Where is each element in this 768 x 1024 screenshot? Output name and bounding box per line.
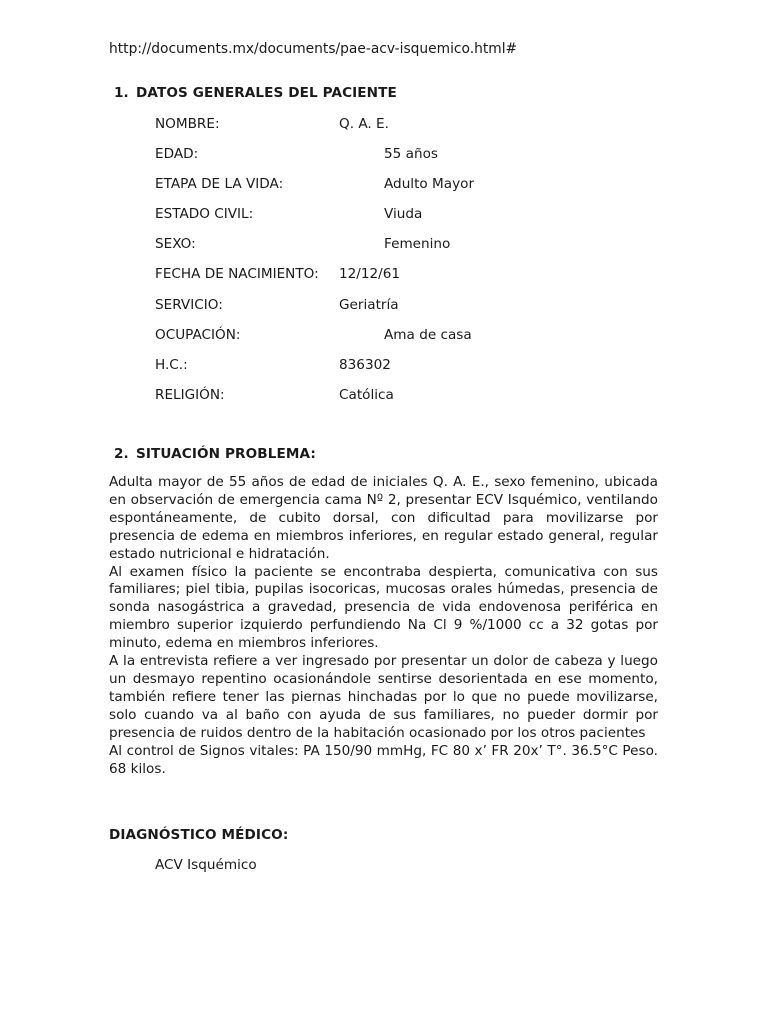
patient-field-row [155,356,655,386]
field-value: 836302 [339,356,391,373]
source-url: http://documents.mx/documents/pae-acv-isquemico.html# [109,41,518,57]
patient-field-row [155,175,655,205]
diagnosis-value: ACV Isquémico [155,857,257,873]
patient-field-row [155,235,655,265]
field-value: Viuda [384,206,423,223]
patient-field-row [155,145,655,175]
body-paragraph: A la entrevista refiere a ver ingresado por presentar un dolor de cabeza y luego un desmayo repentino ocasionándole sentirse desorientada en ese momento, también refiere tener las piernas hinchadas por lo que no puede movilizarse, solo cuando va al baño con ayuda de sus familiares, no pueder dormir por presencia de ruidos dentro de la habitación ocasionado por los otros pacientes [109,653,658,741]
patient-field-row [155,296,655,326]
field-label: SERVICIO: [155,296,223,313]
section-title: SITUACIÓN PROBLEMA: [136,446,316,462]
field-label: SEXO: [155,236,196,253]
body-paragraph: Al examen físico la paciente se encontraba despierta, comunicativa con sus familiares; piel tibia, pupilas isocoricas, mucosas orales húmedas, presencia de sonda nasogástrica a gravedad, presencia de vida endovenosa periférica en miembro superior izquierdo perfundiendo Na Cl 9 %/1000 cc a 32 gotas por minuto, edema en miembros inferiores. [109,563,658,652]
body-paragraph: Al control de Signos vitales: PA 150/90 mmHg, FC 80 x’ FR 20x’ T°. 36.5°C Peso. 68 kilos. [109,742,658,777]
situation-body-text [109,474,658,778]
field-label: OCUPACIÓN: [155,326,241,343]
patient-field-row [155,326,655,356]
section-title: DATOS GENERALES DEL PACIENTE [136,85,397,101]
field-label: NOMBRE: [155,116,220,132]
patient-field-row [155,386,655,416]
patient-field-row [155,265,655,295]
section-heading-diagnostico-medico: DIAGNÓSTICO MÉDICO: [109,827,289,843]
field-value: 55 años [384,146,438,163]
field-value: Geriatría [339,296,399,313]
field-label: ETAPA DE LA VIDA: [155,176,284,193]
section-heading-datos-generales [114,85,397,101]
field-value: Católica [339,386,394,403]
patient-field-row [155,205,655,235]
patient-fields-list [155,115,655,416]
section-number: 1. [114,85,129,101]
field-label: FECHA DE NACIMIENTO: [155,266,319,283]
field-label: ESTADO CIVIL: [155,206,254,223]
field-label: EDAD: [155,146,199,163]
field-value: Femenino [384,236,451,253]
body-paragraph: Adulta mayor de 55 años de edad de iniciales Q. A. E., sexo femenino, ubicada en observación de emergencia cama Nº 2, presentar ECV Isquémico, ventilando espontáneamente, de cubito dorsal, con dificultad para movilizarse por presencia de edema en miembros inferiores, en regular estado general, regular estado nutricional e hidratación. [109,474,658,562]
field-value: Adulto Mayor [384,176,475,193]
field-value: Q. A. E. [339,116,389,132]
field-label: H.C.: [155,356,188,373]
field-value: Ama de casa [384,326,472,343]
field-label: RELIGIÓN: [155,386,225,403]
patient-field-row [155,115,655,145]
field-value: 12/12/61 [339,266,401,283]
section-heading-situacion-problema [114,446,316,462]
section-number: 2. [114,446,129,462]
